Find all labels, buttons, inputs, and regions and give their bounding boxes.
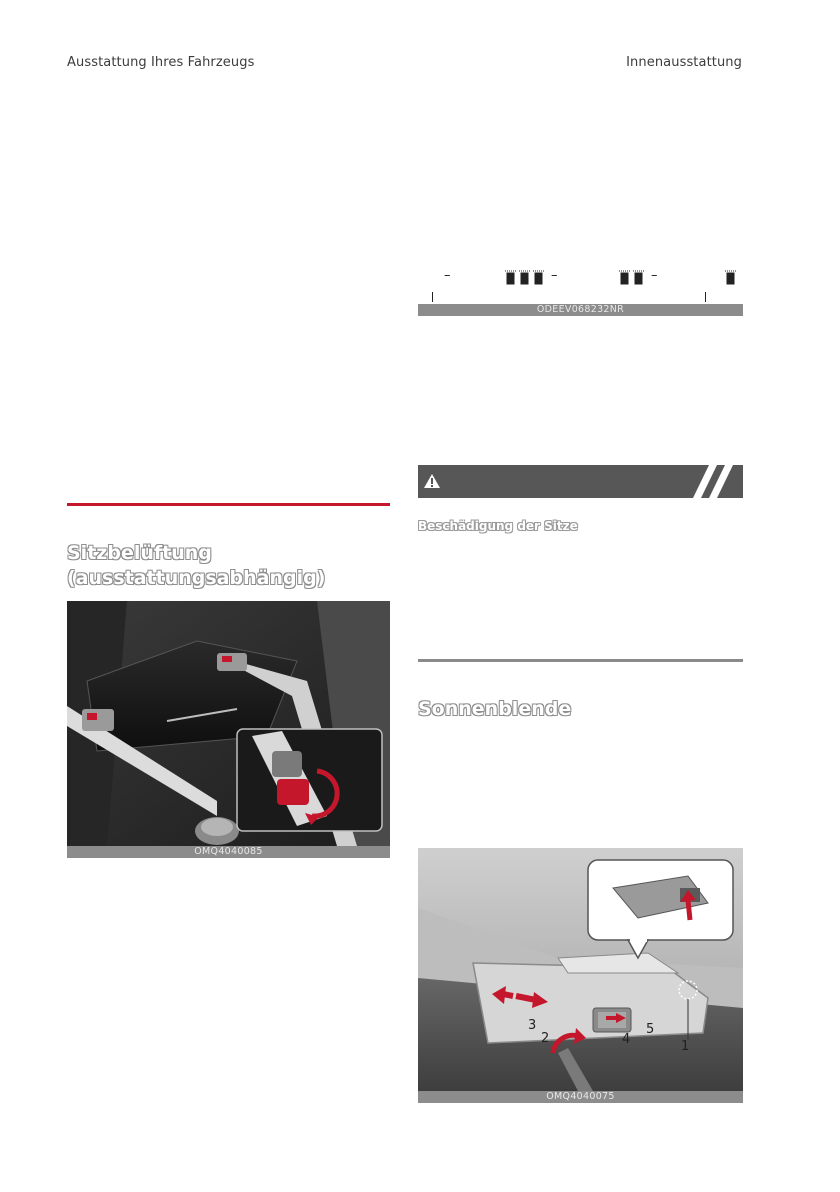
heat-diagram-caption: ODEEV068232NR [418,304,743,316]
warning-bar [418,465,743,498]
section-divider-gray [418,659,743,662]
ventilation-photo [67,601,390,846]
sunvisor-title: Sonnenblende [418,698,572,720]
warning-subtitle: Beschädigung der Sitze [418,519,578,533]
ventilation-title-line2: (ausstattungsabhängig) [67,567,326,589]
heat-indicator-3-icon [504,270,548,286]
sunvisor-photo [418,848,743,1091]
warning-bar-stripes [673,465,743,498]
heat-indicator-1-icon [724,270,740,286]
heat-indicator-2-icon [618,270,648,286]
callout-4: 4 [622,1032,631,1047]
center-console-illustration [67,601,390,846]
running-header-section: Ausstattung Ihres Fahrzeugs [67,55,255,70]
sunvisor-photo-caption: OMQ4040075 [418,1091,743,1103]
stage-dash-2: – [651,268,658,283]
diagram-tick-left [432,292,433,302]
callout-1: 1 [681,1039,690,1054]
ventilation-photo-caption: OMQ4040085 [67,846,390,858]
diagram-tick-right [705,292,706,302]
ventilation-title-line1: Sitzbelüftung [67,542,212,564]
callout-3: 3 [528,1018,537,1033]
sunvisor-illustration [418,848,743,1091]
section-divider-red [67,503,390,506]
running-header-topic: Innenausstattung [626,55,742,70]
ventilation-title [67,541,325,591]
warning-triangle-icon [423,473,441,489]
stage-dash-off: – [444,268,451,283]
callout-2: 2 [541,1031,550,1046]
stage-dash-3: – [551,268,558,283]
callout-5: 5 [646,1022,655,1037]
